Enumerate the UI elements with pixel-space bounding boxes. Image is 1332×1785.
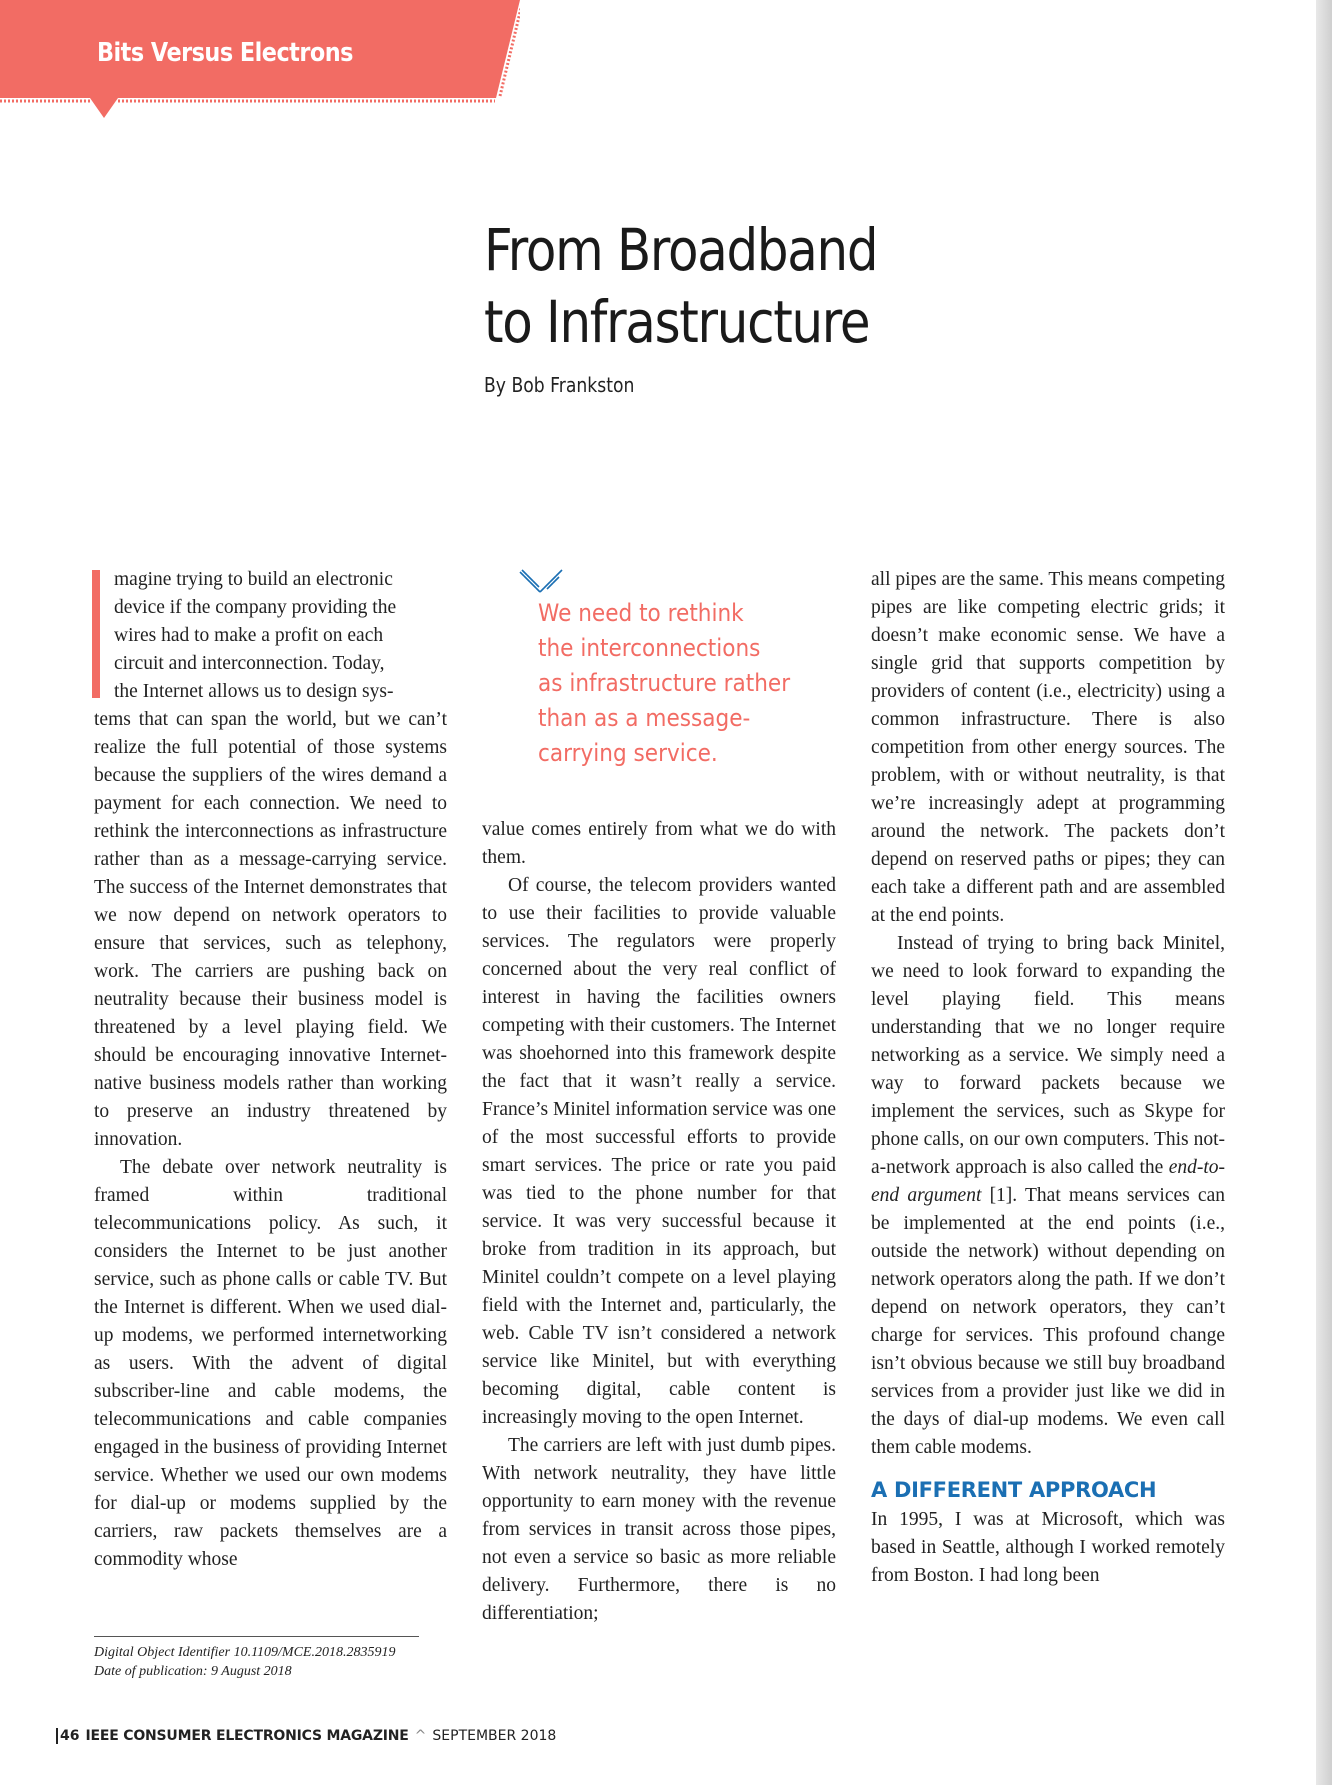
paragraph-6: all pipes are the same. This means competing pipes are like competing electric grids; it doesn’t make economic sense. We have a single grid that supports competition by providers of content (i.e., electricity) using a common infrastructure. There is also competition from other energy sources. The problem, with or without neutrality, is that we’re increasingly adept at programming around the network. The packets don’t depend on reserved paths or pipes; they can each take a different path and are assembled at the end points. [871,569,1225,926]
pull-quote-line: the interconnections [538,634,761,662]
dropcap-line: the Internet allows us to design sys- [114,681,394,702]
section-label: Bits Versus Electrons [97,38,353,68]
page-number: 46 [56,1728,79,1744]
pull-quote-line: carrying service. [538,739,718,767]
issue-date: SEPTEMBER 2018 [432,1728,557,1744]
folio-separator: ^ [414,1728,427,1744]
magazine-name: IEEE CONSUMER ELECTRONICS MAGAZINE [85,1728,409,1744]
body-column-3 [871,566,1225,1590]
page-footer [56,1728,556,1744]
publication-date: Date of publication: 9 August 2018 [94,1664,292,1679]
paragraph-7-part-1: Instead of trying to bring back Minitel, we need to look forward to expanding the level playing field. This means understanding that we no longer require networking as a service. We simply need a way to forward packets because we implement the services, such as Skype for phone calls, on our own computers. This not-a-network approach is also called the [871,933,1225,1178]
title-line-2: to Infrastructure [484,288,870,356]
paragraph-8: In 1995, I was at Microsoft, which was based in Seattle, although I worked remotely from Boston. I had long been [871,1509,1225,1586]
dropcap-line: circuit and interconnection. Today, [114,653,385,674]
paragraph-7 [871,930,1225,1462]
pull-quote-chevron-icon [518,568,566,596]
pull-quote-line: We need to rethink [538,599,744,627]
body-column-2 [482,816,836,1628]
body-column-1 [94,566,447,1574]
section-tab [0,0,520,125]
pull-quote [538,596,808,771]
footnote-rule [94,1636,419,1637]
pull-quote-line: than as a message- [538,704,751,732]
byline: By Bob Frankston [484,373,635,397]
paragraph-1-rest: tems that can span the world, but we can’t realize the full potential of those systems because the suppliers of the wires demand a payment for each connection. We need to rethink the interconnections as infrastructure rather than as a message-carrying service. The success of the Internet demonstrates that we now depend on network operators to ensure that services, such as telephony, work. The carriers are pushing back on neutrality because their business model is threatened by a level playing field. We should be encouraging innovative Internet-native business models rather than working to preserve an industry threatened by innovation. [94,709,447,1150]
paragraph-1 [94,566,447,1154]
dropcap-line: magine trying to build an electronic [114,569,393,590]
paragraph-3: value comes entirely from what we do with them. [482,819,836,868]
article-title [484,214,877,358]
paragraph-7-part-2: [1]. That means services can be implemented at the end points (i.e., outside the network) without depending on network operators along the path. If we don’t depend on network operators, they can’t charge for services. This profound change isn’t obvious because we still buy broadband services from a provider just like we did in the days of dial-up modems. We even call them cable modems. [871,1185,1225,1458]
section-heading: A DIFFERENT APPROACH [871,1478,1157,1502]
page-edge [1316,0,1332,1785]
pull-quote-line: as infrastructure rather [538,669,791,697]
footnote [94,1643,396,1681]
emphasis-term: end-to-end argument [871,1157,1225,1206]
paragraph-5: The carriers are left with just dumb pipes. With network neutrality, they have little opportunity to earn money with the revenue from services in transit across those pipes, not even a service so basic as more reliable delivery. Furthermore, there is no differentiation; [482,1435,836,1624]
paragraph-4: Of course, the telecom providers wanted to use their facilities to provide valuable services. The regulators were properly concerned about the very real conflict of interest in having the facilities owners competing with their customers. The Internet was shoehorned into this framework despite the fact that it wasn’t really a service. France’s Minitel information service was one of the most successful efforts to provide smart services. The price or rate you paid was tied to the phone number for that service. It was very successful because it broke from tradition in its approach, but Minitel couldn’t compete on a level playing field with the Internet and, particularly, the web. Cable TV isn’t considered a network service like Minitel, but with everything becoming digital, cable content is increasingly moving to the open Internet. [482,875,836,1428]
doi-line: Digital Object Identifier 10.1109/MCE.2018.2835919 [94,1645,396,1660]
paragraph-2: The debate over network neutrality is framed within traditional telecommunications policy. As such, it considers the Internet to be just another service, such as phone calls or cable TV. But the Internet is different. When we used dial-up modems, we performed internetworking as users. With the advent of digital subscriber-line and cable modems, the telecommunications and cable companies engaged in the business of providing Internet service. Whether we used our own modems for dial-up or modems supplied by the carriers, raw packets themselves are a commodity whose [94,1157,447,1570]
dropcap-line: device if the company providing the [114,597,397,618]
dropcap-line: wires had to make a profit on each [114,625,384,646]
title-line-1: From Broadband [484,216,878,284]
